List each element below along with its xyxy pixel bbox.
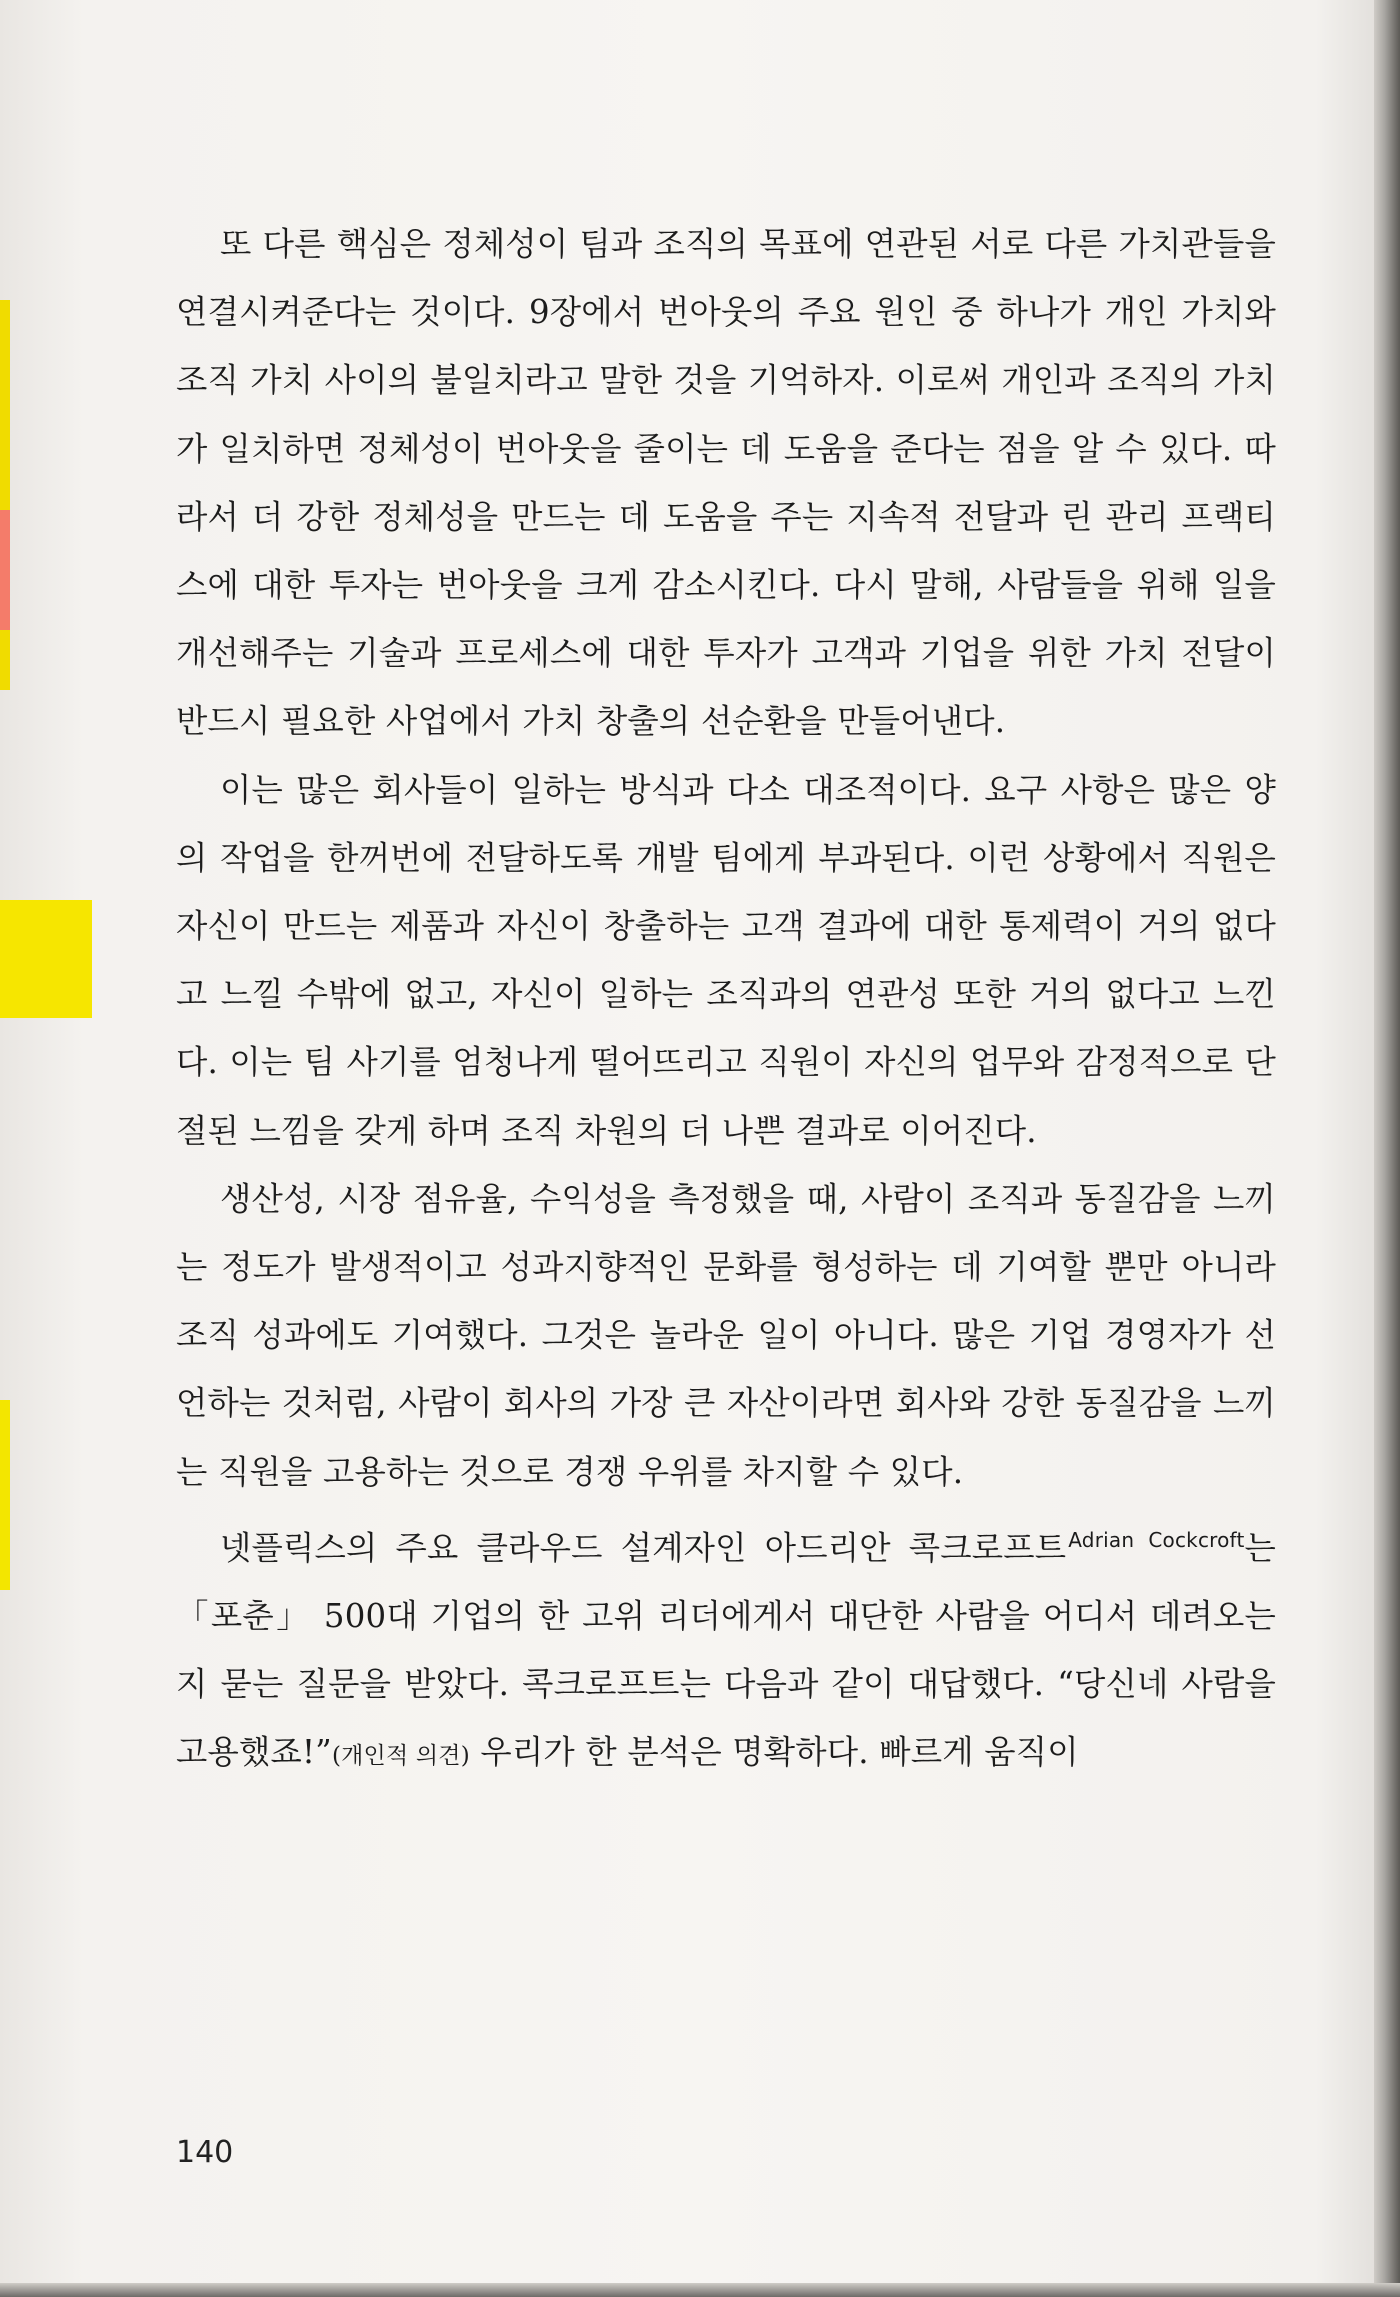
paragraph: 이는 많은 회사들이 일하는 방식과 다소 대조적이다. 요구 사항은 많은 양의 작업을 한꺼번에 전달하도록 개발 팀에게 부과된다. 이런 상황에서 직원은 자신이 만드는 제품과 자신이 창출하는 고객 결과에 대한 통제력이 거의 없다고 느낄 수밖에 없고, 자신이 일하는 조직과의 연관성 또한 거의 없다고 느낀다. 이는 팀 사기를 엄청나게 떨어뜨리고 직원이 자신의 업무와 감정적으로 단절된 느낌을 갖게 하며 조직 차원의 더 나쁜 결과로 이어진다. bbox=[176, 770, 1276, 1150]
paragraph: 또 다른 핵심은 정체성이 팀과 조직의 목표에 연관된 서로 다른 가치관들을 연결시켜준다는 것이다. 9장에서 번아웃의 주요 원인 중 하나가 개인 가치와 조직 가치 사이의 불일치라고 말한 것을 기억하자. 이로써 개인과 조직의 가치가 일치하면 정체성이 번아웃을 줄이는 데 도움을 준다는 점을 알 수 있다. 따라서 더 강한 정체성을 만드는 데 도움을 주는 지속적 전달과 린 관리 프랙티스에 대한 투자는 번아웃을 크게 감소시킨다. 다시 말해, 사람들을 위해 일을 개선해주는 기술과 프로세스에 대한 투자가 고객과 기업을 위한 가치 전달이 반드시 필요한 사업에서 가치 창출의 선순환을 만들어낸다. bbox=[176, 225, 1276, 741]
body-text bbox=[176, 210, 1276, 1791]
page-edge-tab bbox=[0, 510, 10, 630]
paragraph: 생산성, 시장 점유율, 수익성을 측정했을 때, 사람이 조직과 동질감을 느끼는 정도가 발생적이고 성과지향적인 문화를 형성하는 데 기여할 뿐만 아니라 조직 성과에도 기여했다. 그것은 놀라운 일이 아니다. 많은 기업 경영자가 선언하는 것처럼, 사람이 회사의 가장 큰 자산이라면 회사와 강한 동질감을 느끼는 직원을 고용하는 것으로 경쟁 우위를 차지할 수 있다. bbox=[176, 1179, 1276, 1491]
page-edge-tab bbox=[0, 1400, 10, 1590]
paragraph bbox=[176, 1506, 1276, 1791]
page-edge-tab bbox=[0, 630, 10, 690]
page-shadow-edge bbox=[1374, 0, 1400, 2297]
english-name-annotation: Adrian Cockcroft bbox=[1068, 1527, 1245, 1552]
page-shadow-edge bbox=[0, 2283, 1400, 2297]
parenthetical-note: (개인적 의견) bbox=[331, 1743, 470, 1770]
paragraph-text: 넷플릭스의 주요 클라우드 설계자인 아드리안 콕크로프트 bbox=[220, 1528, 1067, 1567]
page-edge-tab bbox=[0, 300, 10, 510]
yellow-bookmark-flag bbox=[0, 900, 92, 1018]
paragraph-text: 는 「포춘」 500대 기업의 한 고위 리더에게서 대단한 사람을 어디서 데려오는지 묻는 질문을 받았다. 콕크로프트는 다음과 같이 대답했다. “당신네 사람을 고용했죠!” bbox=[176, 1528, 1276, 1772]
page-number: 140 bbox=[176, 2135, 234, 2170]
paragraph-text: 우리가 한 분석은 명확하다. 빠르게 움직이 bbox=[469, 1733, 1079, 1772]
